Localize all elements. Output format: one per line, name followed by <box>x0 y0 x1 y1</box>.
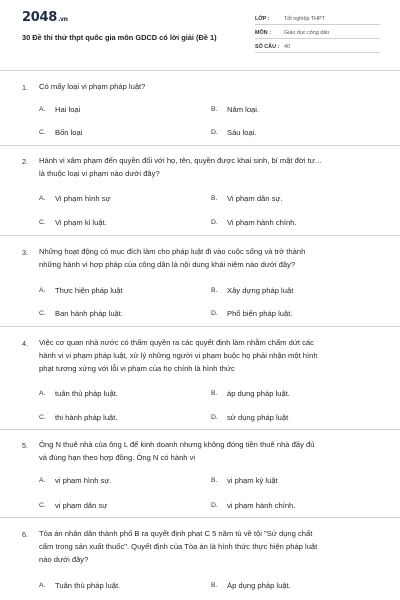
meta-row-question-count <box>255 39 380 53</box>
option-letter: D. <box>211 413 218 421</box>
meta-key-class: LỚP : <box>255 16 270 22</box>
question-text <box>39 527 374 566</box>
question-text <box>39 336 374 375</box>
option-letter: A. <box>39 389 46 397</box>
option-letter: C. <box>39 501 46 509</box>
option-letter: C. <box>39 218 46 226</box>
option-b[interactable] <box>211 579 291 591</box>
question-number: 3. <box>22 248 28 257</box>
option-d[interactable] <box>211 216 297 228</box>
option-letter: B. <box>211 105 218 113</box>
question-separator <box>0 326 400 327</box>
question-separator <box>0 145 400 146</box>
question-separator <box>0 235 400 236</box>
option-text: Xây dựng pháp luật <box>227 285 294 295</box>
option-d[interactable] <box>211 499 295 511</box>
option-letter: D. <box>211 501 218 509</box>
question-text-line: Những hoạt động có mục đích làm cho pháp luật đi vào cuộc sống và trở thành <box>39 247 306 256</box>
question-text-line: là thuộc loại vi phạm nào dưới đây? <box>39 169 160 178</box>
question-number: 6. <box>22 530 28 539</box>
question-text-line: nào dưới đây? <box>39 555 89 564</box>
option-text: Bốn loại <box>55 127 83 137</box>
option-letter: C. <box>39 309 46 317</box>
question-text <box>39 154 374 180</box>
meta-info-block <box>255 11 380 53</box>
question-text-line: Việc cơ quan nhà nước có thẩm quyền ra các quyết định làm nhằm chấm dứt các <box>39 338 314 347</box>
question-text-line: Có mấy loại vi phạm pháp luật? <box>39 82 146 91</box>
question-text-line: phạt tương xứng với lỗi vi phạm của họ chính là hình thức <box>39 364 235 373</box>
option-a[interactable] <box>39 103 80 115</box>
option-a[interactable] <box>39 579 120 591</box>
option-letter: D. <box>211 218 218 226</box>
question-number: 2. <box>22 157 28 166</box>
option-letter: D. <box>211 309 218 317</box>
question-text-line: những hành vi hợp pháp của công dân là nội dung khái niệm nào dưới đây? <box>39 260 296 269</box>
question-text-line: Tòa án nhân dân thành phố B ra quyết định phạt C 5 năm tù về tội "Sử dụng chất <box>39 529 313 538</box>
option-text: Ban hành pháp luật. <box>55 308 123 318</box>
question-text <box>39 438 374 464</box>
option-a[interactable] <box>39 474 112 486</box>
document-header <box>0 0 400 54</box>
question-text-line: Hành vi xâm phạm đến quyền đối với họ, tên, quyền được khai sinh, bí mật đời tư... <box>39 156 322 165</box>
meta-value-subject: Giáo dục công dân <box>284 30 330 36</box>
option-text: Thực hiện pháp luật <box>55 285 123 295</box>
option-text: Năm loại. <box>227 104 260 114</box>
option-c[interactable] <box>39 411 118 423</box>
option-letter: C. <box>39 128 46 136</box>
option-b[interactable] <box>211 284 293 296</box>
question-text-line: hành vi vi phạm pháp luật, xử lý những người vi phạm buộc họ phải nhận một hình <box>39 351 318 360</box>
meta-key-question-count: SỐ CÂU : <box>255 44 280 50</box>
option-text: vi phạm hành chính. <box>227 500 296 510</box>
option-letter: B. <box>211 476 218 484</box>
option-letter: A. <box>39 194 46 202</box>
question-separator <box>0 429 400 430</box>
meta-row-subject <box>255 25 380 39</box>
option-letter: B. <box>211 581 218 589</box>
option-letter: A. <box>39 286 46 294</box>
option-letter: B. <box>211 194 218 202</box>
option-text: áp dụng pháp luật. <box>227 388 290 398</box>
header-divider <box>0 70 400 71</box>
option-text: Hai loại <box>55 104 81 114</box>
question-number: 5. <box>22 441 28 450</box>
option-text: Phổ biến pháp luật. <box>227 308 293 318</box>
question-text-line: Ông N thuê nhà của ông L để kinh doanh nhưng không đóng tiền thuê nhà đầy đủ <box>39 440 315 449</box>
option-c[interactable] <box>39 307 123 319</box>
option-text: Tuân thủ pháp luật. <box>55 580 121 590</box>
logo-main-text: 2048 <box>22 10 57 25</box>
option-a[interactable] <box>39 192 111 204</box>
option-text: Vi phạm hành chính. <box>227 217 297 227</box>
option-b[interactable] <box>211 387 290 399</box>
option-b[interactable] <box>211 474 278 486</box>
option-c[interactable] <box>39 126 82 138</box>
site-logo[interactable] <box>22 10 68 25</box>
option-a[interactable] <box>39 387 118 399</box>
option-b[interactable] <box>211 192 283 204</box>
option-d[interactable] <box>211 307 292 319</box>
option-text: vi phạm dân sự <box>55 500 108 510</box>
option-text: vi phạm kỷ luật <box>227 475 278 485</box>
option-b[interactable] <box>211 103 259 115</box>
question-text <box>39 245 374 271</box>
option-letter: D. <box>211 128 218 136</box>
option-text: Vi phạm hình sự <box>55 193 111 203</box>
question-text-line: cấm trong sản xuất thuốc". Quyết định của Tòa án là hình thức thực hiện pháp luật <box>39 542 318 551</box>
option-letter: A. <box>39 476 46 484</box>
option-a[interactable] <box>39 284 123 296</box>
option-c[interactable] <box>39 216 107 228</box>
meta-row-class <box>255 11 380 25</box>
meta-value-question-count: 40 <box>284 44 290 50</box>
option-text: tuân thủ pháp luật. <box>55 388 118 398</box>
question-separator <box>0 517 400 518</box>
option-text: Áp dụng pháp luật. <box>227 580 291 590</box>
option-text: thi hành pháp luật. <box>55 412 118 422</box>
option-letter: C. <box>39 413 46 421</box>
option-text: sử dụng pháp luật <box>227 412 289 422</box>
option-text: Vi phạm dân sự. <box>227 193 283 203</box>
option-letter: A. <box>39 581 46 589</box>
option-text: Vi phạm kỉ luật. <box>55 217 107 227</box>
question-text <box>39 80 374 93</box>
document-title: 30 Đề thi thử thpt quốc gia môn GDCD có lời giải (Đề 1) <box>22 33 217 42</box>
option-text: vi phạm hình sự. <box>55 475 112 485</box>
question-text-line: và đúng hạn theo hợp đồng. Ông N có hành vi <box>39 453 196 462</box>
option-text: Sáu loại. <box>227 127 257 137</box>
question-number: 4. <box>22 339 28 348</box>
option-d[interactable] <box>211 411 288 423</box>
logo-suffix-text: .vn <box>57 16 68 23</box>
option-letter: B. <box>211 389 218 397</box>
option-d[interactable] <box>211 126 257 138</box>
option-letter: B. <box>211 286 218 294</box>
option-c[interactable] <box>39 499 107 511</box>
question-number: 1. <box>22 83 28 92</box>
meta-key-subject: MÔN : <box>255 30 271 36</box>
option-letter: A. <box>39 105 46 113</box>
meta-value-class: Tốt nghiệp THPT <box>284 16 325 22</box>
